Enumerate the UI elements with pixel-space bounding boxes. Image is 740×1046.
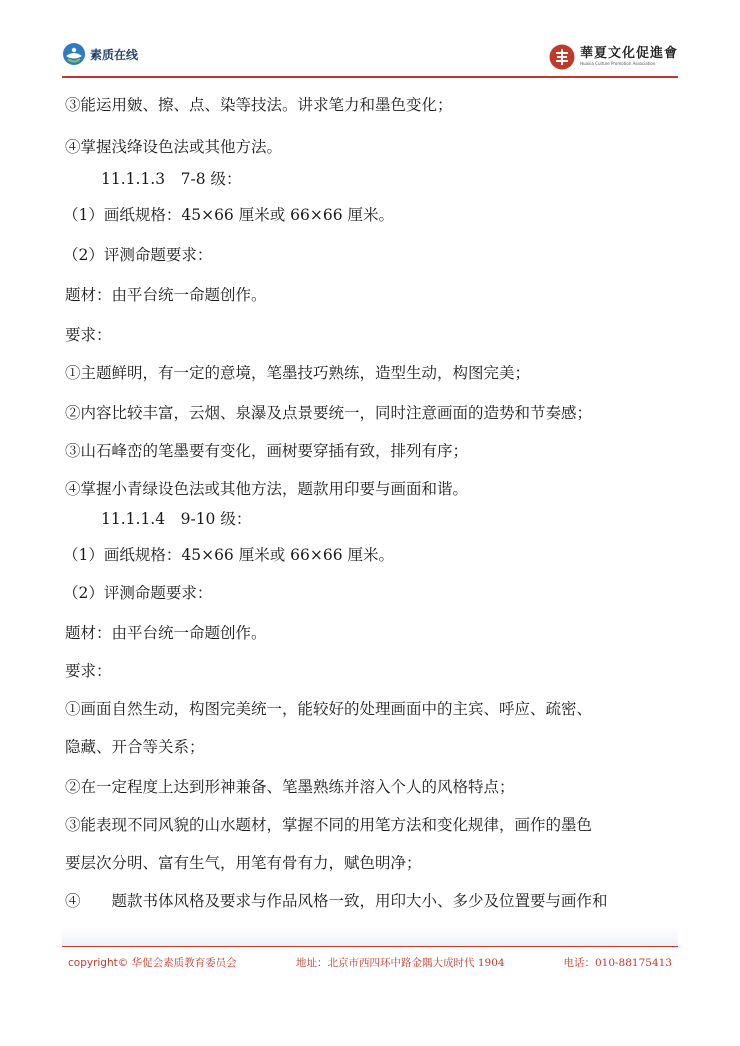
body-line: （1）画纸规格：45×66 厘米或 66×66 厘米。	[63, 206, 395, 224]
body-line: 题材：由平台统一命题创作。	[65, 286, 267, 304]
org-name-en: Huaxia Culture Promotion Association	[579, 61, 656, 66]
body-line: 题材：由平台统一命题创作。	[65, 624, 267, 642]
body-line: ③山石峰峦的笔墨要有变化，画树要穿插有致，排列有序；	[65, 442, 469, 460]
header-divider	[62, 76, 678, 78]
body-line: （1）画纸规格：45×66 厘米或 66×66 厘米。	[63, 546, 395, 564]
body-line: 要层次分明、富有生气，用笔有骨有力，赋色明净；	[65, 854, 422, 872]
body-line: ②内容比较丰富，云烟、泉瀑及点景要统一，同时注意画面的造势和节奏感；	[65, 404, 593, 422]
body-line: （2）评测命题要求：	[63, 246, 213, 264]
body-line: ④ 题款书体风格及要求与作品风格一致，用印大小、多少及位置要与画作和	[65, 892, 608, 910]
page-footer	[68, 955, 672, 971]
body-line: 隐藏、开合等关系；	[65, 738, 205, 756]
footer-divider	[62, 946, 678, 947]
section-heading: 11.1.1.4 9-10 级：	[101, 510, 252, 528]
section-heading: 11.1.1.3 7-8 级：	[101, 170, 242, 188]
body-line: ③能运用皴、擦、点、染等技法。讲求笔力和墨色变化；	[65, 96, 453, 114]
globe-logo-icon	[62, 42, 86, 66]
org-name: 華夏文化促進會	[579, 46, 678, 61]
body-line: ④掌握小青绿设色法或其他方法，题款用印要与画面和谐。	[65, 480, 469, 498]
brand-logo	[62, 42, 138, 66]
footer-copyright: copyright© 华促会素质教育委员会	[68, 957, 237, 969]
page-header	[0, 0, 740, 80]
brand-name: 素质在线	[90, 47, 139, 62]
body-line: ①主题鲜明，有一定的意境，笔墨技巧熟练，造型生动，构图完美；	[65, 364, 531, 382]
footer-band	[62, 928, 678, 946]
body-line: （2）评测命题要求：	[63, 584, 213, 602]
footer-phone: 电话：010-88175413	[563, 957, 672, 969]
body-line: 要求：	[65, 662, 112, 680]
body-line: ④掌握浅绛设色法或其他方法。	[65, 138, 283, 156]
body-line: ③能表现不同风貌的山水题材，掌握不同的用笔方法和变化规律，画作的墨色	[65, 816, 593, 834]
body-line: ②在一定程度上达到形神兼备、笔墨熟练并溶入个人的风格特点；	[65, 778, 515, 796]
body-line: 要求：	[65, 326, 112, 344]
footer-address: 地址：北京市西四环中路金隅大成时代 1904	[296, 957, 505, 969]
org-logo	[549, 44, 678, 70]
body-line: ①画面自然生动，构图完美统一，能较好的处理画面中的主宾、呼应、疏密、	[65, 700, 593, 718]
org-seal-icon	[549, 44, 575, 70]
